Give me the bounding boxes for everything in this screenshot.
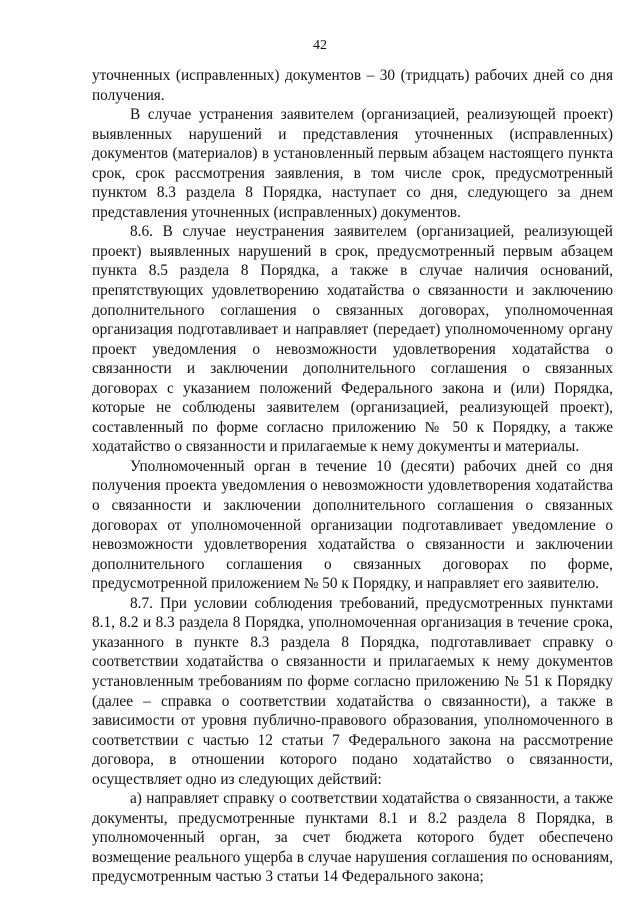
- page-number: 42: [313, 38, 327, 53]
- paragraph-8-6: 8.6. В случае неустранения заявителем (организацией, реализующей проект) выявленных нарушений в срок, предусмотренный первым абзацем пункта 8.5 раздела 8 Порядка, а также в случае наличия оснований, препятствующих удовлетворению ходатайства о связанности и заключению дополнительного соглашения о связанных договорах, уполномоченная организация подготавливает и направляет (передает) уполномоченному органу проект уведомления о невозможности удовлетворения ходатайства о связанности и заключении дополнительного соглашения о связанных договорах с указанием положений Федерального закона и (или) Порядка, которые не соблюдены заявителем (организацией, реализующей проект), составленный по форме согласно приложению № 50 к Порядку, а также ходатайство о связанности и прилагаемые к нему документы и материалы.: [92, 223, 613, 456]
- paragraph-8-7-a: а) направляет справку о соответствии ходатайства о связанности, а также документы, предусмотренные пунктами 8.1 и 8.2 раздела 8 Порядка, в уполномоченный орган, за счет бюджета которого будет обеспечено возмещение реального ущерба в случае нарушения соглашения по основаниям, предусмотренным частью 3 статьи 14 Федерального закона;: [92, 790, 613, 886]
- paragraph-authorized-body: Уполномоченный орган в течение 10 (десяти) рабочих дней со дня получения проекта уведомления о невозможности удовлетворения ходатайства о связанности и заключении дополнительного соглашения о связанных договорах от уполномоченной организации подготавливает уведомление о невозможности удовлетворения ходатайства о связанности и заключении дополнительного соглашения о связанных договорах по форме, предусмотренной приложением № 50 к Порядку, и направляет его заявителю.: [92, 457, 613, 593]
- document-body: [92, 66, 613, 887]
- paragraph-8-5-remedy: В случае устранения заявителем (организацией, реализующей проект) выявленных нарушений и представления уточненных (исправленных) документов (материалов) в установленный первым абзацем настоящего пункта срок, срок рассмотрения заявления, в том числе срок, предусмотренный пунктом 8.3 раздела 8 Порядка, наступает со дня, следующего за днем представления уточненных (исправленных) документов.: [92, 106, 613, 221]
- paragraph-continuation: уточненных (исправленных) документов – 30 (тридцать) рабочих дней со дня получения.: [92, 67, 613, 104]
- paragraph-8-7: 8.7. При условии соблюдения требований, предусмотренных пунктами 8.1, 8.2 и 8.3 раздела 8 Порядка, уполномоченная организация в течение срока, указанного в пункте 8.3 раздела 8 Порядка, подготавливает справку о соответствии ходатайства о связанности и прилагаемых к нему документов установленным требованиям по форме согласно приложению № 51 к Порядку (далее – справка о соответствии ходатайства о связанности), а также в зависимости от уровня публично-правового образования, уполномоченного в соответствии с частью 12 статьи 7 Федерального закона на рассмотрение договора, в отношении которого подано ходатайство о связанности, осуществляет одно из следующих действий:: [92, 594, 613, 788]
